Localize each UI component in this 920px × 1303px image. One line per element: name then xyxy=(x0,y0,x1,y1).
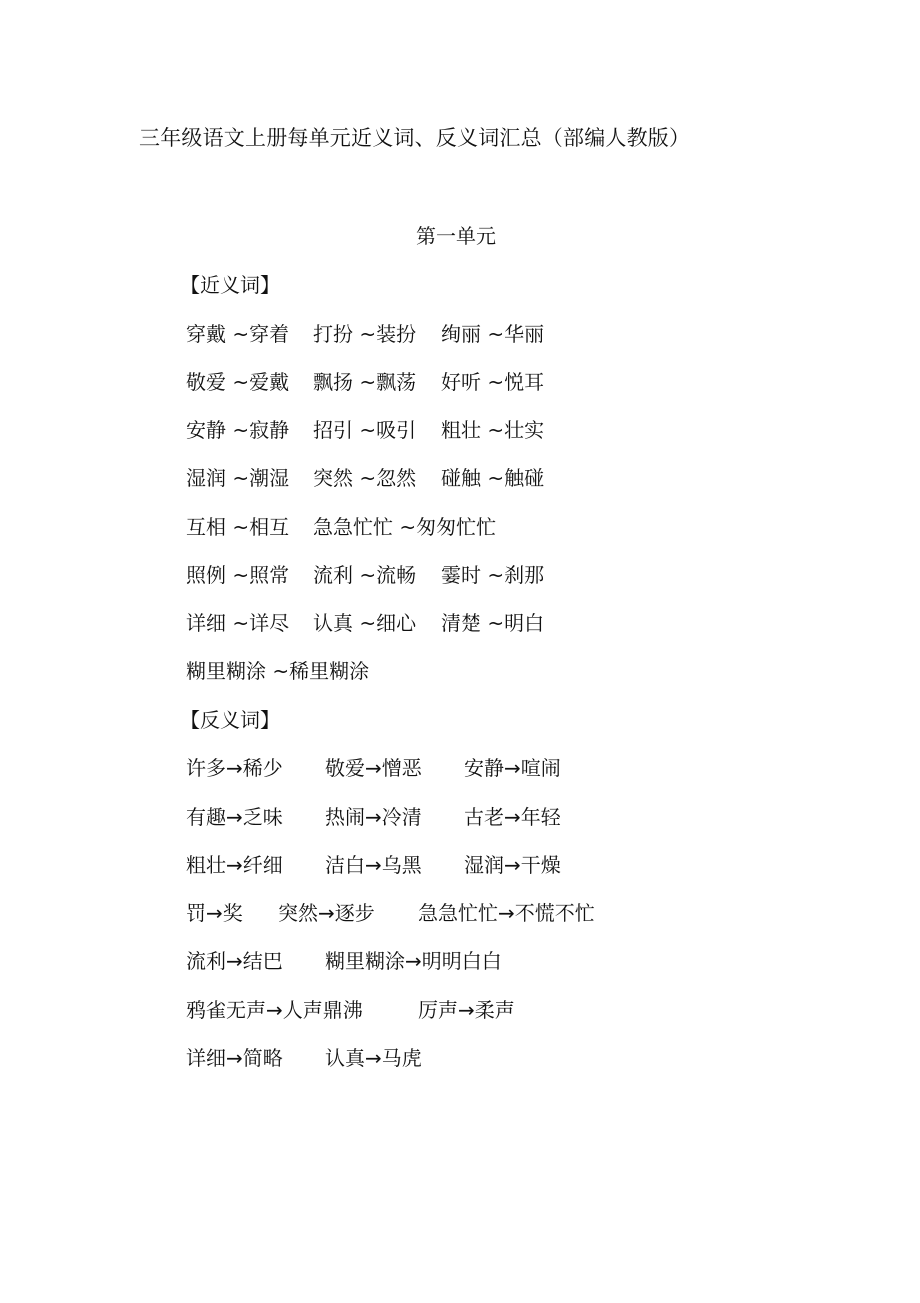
synonym-pair: 飘扬 ~飘荡 xyxy=(313,370,417,394)
synonym-pair: 突然 ~忽然 xyxy=(313,466,417,490)
synonym-pair: 好听 ~悦耳 xyxy=(441,370,545,394)
antonym-pair: 安静→喧闹 xyxy=(464,756,561,780)
antonym-pair: 流利→结巴 xyxy=(186,949,283,973)
synonym-pair: 霎时 ~刹那 xyxy=(441,563,545,587)
antonym-pair: 急急忙忙→不慌不忙 xyxy=(418,901,595,925)
unit-title: 第一单元 xyxy=(416,224,496,248)
antonyms-heading: 【反义词】 xyxy=(180,708,280,732)
antonym-pair: 认真→马虎 xyxy=(325,1046,422,1070)
antonym-pair: 罚→奖 xyxy=(186,901,243,925)
synonym-pair: 湿润 ~潮湿 xyxy=(186,466,290,490)
synonym-pair: 详细 ~详尽 xyxy=(186,611,290,635)
antonym-pair: 古老→年轻 xyxy=(464,805,561,829)
antonym-pair: 厉声→柔声 xyxy=(418,998,515,1022)
synonym-pair: 碰触 ~触碰 xyxy=(441,466,545,490)
antonym-pair: 湿润→干燥 xyxy=(464,853,561,877)
antonym-pair: 有趣→乏味 xyxy=(186,805,283,829)
synonym-pair: 穿戴 ~穿着 xyxy=(186,322,290,346)
synonym-pair: 安静 ~寂静 xyxy=(186,418,290,442)
synonym-pair: 招引 ~吸引 xyxy=(313,418,417,442)
synonym-pair: 敬爱 ~爱戴 xyxy=(186,370,290,394)
document-title: 三年级语文上册每单元近义词、反义词汇总（部编人教版） xyxy=(139,126,691,150)
antonym-pair: 许多→稀少 xyxy=(186,756,283,780)
synonym-pair: 清楚 ~明白 xyxy=(441,611,545,635)
antonym-pair: 粗壮→纤细 xyxy=(186,853,283,877)
synonym-pair: 急急忙忙 ~匆匆忙忙 xyxy=(313,515,497,539)
antonym-pair: 敬爱→憎恶 xyxy=(325,756,422,780)
synonym-pair: 糊里糊涂 ~稀里糊涂 xyxy=(186,659,370,683)
synonym-pair: 粗壮 ~壮实 xyxy=(441,418,545,442)
antonym-pair: 鸦雀无声→人声鼎沸 xyxy=(186,998,363,1022)
antonym-pair: 洁白→乌黑 xyxy=(325,853,422,877)
synonym-pair: 互相 ~相互 xyxy=(186,515,290,539)
synonym-pair: 打扮 ~装扮 xyxy=(313,322,417,346)
antonym-pair: 详细→简略 xyxy=(186,1046,283,1070)
antonym-pair: 糊里糊涂→明明白白 xyxy=(325,949,502,973)
synonym-pair: 绚丽 ~华丽 xyxy=(441,322,545,346)
antonym-pair: 突然→逐步 xyxy=(278,901,375,925)
synonym-pair: 认真 ~细心 xyxy=(313,611,417,635)
synonym-pair: 流利 ~流畅 xyxy=(313,563,417,587)
synonyms-heading: 【近义词】 xyxy=(180,273,280,297)
synonym-pair: 照例 ~照常 xyxy=(186,563,290,587)
antonym-pair: 热闹→冷清 xyxy=(325,805,422,829)
